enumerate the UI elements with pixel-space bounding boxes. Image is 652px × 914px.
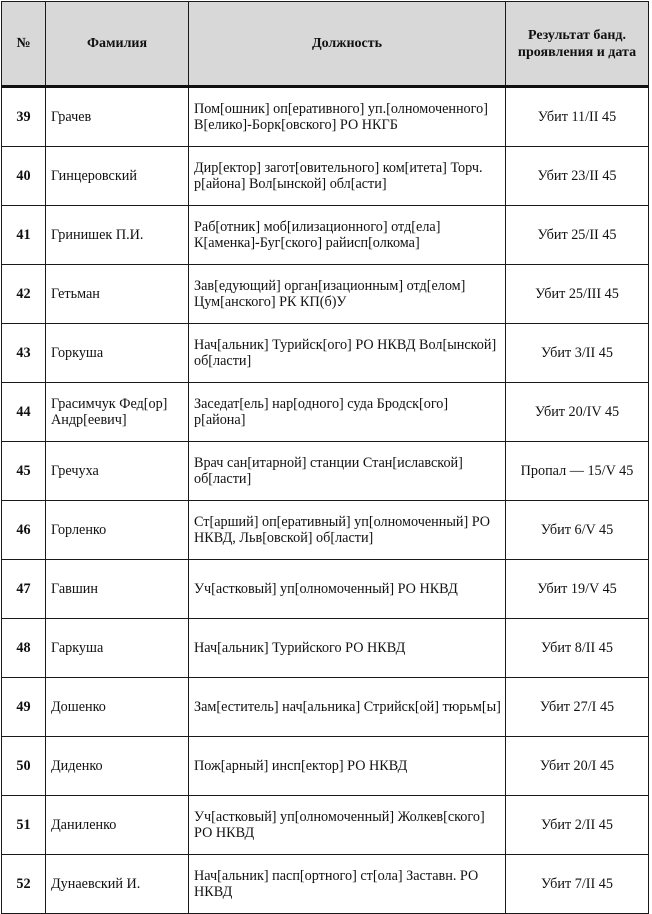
row-surname: Даниленко xyxy=(46,796,189,855)
row-surname: Диденко xyxy=(46,737,189,796)
row-result: Убит 23/II 45 xyxy=(506,147,649,206)
row-surname: Гетьман xyxy=(46,265,189,324)
table-row xyxy=(2,265,649,324)
table-header-row xyxy=(2,2,649,87)
row-position: Ст[арший] оп[еративный] уп[олномоченный] РО НКВД, Льв[овской] об[ласти] xyxy=(189,501,506,560)
table-row xyxy=(2,147,649,206)
row-position: Пож[арный] инсп[ектор] РО НКВД xyxy=(189,737,506,796)
table-row xyxy=(2,501,649,560)
table-row xyxy=(2,619,649,678)
row-surname: Дошенко xyxy=(46,678,189,737)
header-position: Должность xyxy=(189,2,506,87)
row-number: 43 xyxy=(2,324,46,383)
row-position: Уч[астковый] уп[олномоченный] РО НКВД xyxy=(189,560,506,619)
row-number: 44 xyxy=(2,383,46,442)
casualty-table xyxy=(1,1,649,914)
row-surname: Гаркуша xyxy=(46,619,189,678)
row-result: Убит 25/II 45 xyxy=(506,206,649,265)
row-result: Пропал — 15/V 45 xyxy=(506,442,649,501)
row-number: 45 xyxy=(2,442,46,501)
row-position: Врач сан[итарной] станции Стан[иславской] об[ласти] xyxy=(189,442,506,501)
table-row xyxy=(2,855,649,914)
row-result: Убит 2/II 45 xyxy=(506,796,649,855)
row-position: Нач[альник] Турийского РО НКВД xyxy=(189,619,506,678)
row-result: Убит 19/V 45 xyxy=(506,560,649,619)
row-position: Раб[отник] моб[илизационного] отд[ела] К[аменка]-Буг[ского] райисп[олкома] xyxy=(189,206,506,265)
row-result: Убит 3/II 45 xyxy=(506,324,649,383)
row-result: Убит 6/V 45 xyxy=(506,501,649,560)
row-position: Уч[астковый] уп[олномоченный] Жолкев[ского] РО НКВД xyxy=(189,796,506,855)
row-result: Убит 7/II 45 xyxy=(506,855,649,914)
header-surname: Фамилия xyxy=(46,2,189,87)
row-position: Дир[ектор] загот[овительного] ком[итета] Торч. р[айона] Вол[ынской] обл[асти] xyxy=(189,147,506,206)
table-row xyxy=(2,324,649,383)
row-number: 52 xyxy=(2,855,46,914)
row-number: 41 xyxy=(2,206,46,265)
row-position: Заседат[ель] нар[одного] суда Бродск[ого] р[айона] xyxy=(189,383,506,442)
row-position: Нач[альник] пасп[ортного] ст[ола] Заставн. РО НКВД xyxy=(189,855,506,914)
row-result: Убит 20/I 45 xyxy=(506,737,649,796)
table-row xyxy=(2,87,649,147)
row-number: 40 xyxy=(2,147,46,206)
row-number: 39 xyxy=(2,87,46,147)
header-result: Результат банд. проявления и дата xyxy=(506,2,649,87)
row-result: Убит 20/IV 45 xyxy=(506,383,649,442)
row-surname: Грасимчук Фед[ор] Андр[еевич] xyxy=(46,383,189,442)
row-surname: Горленко xyxy=(46,501,189,560)
row-surname: Гавшин xyxy=(46,560,189,619)
table-row xyxy=(2,737,649,796)
row-number: 50 xyxy=(2,737,46,796)
table-row xyxy=(2,442,649,501)
row-position: Зав[едующий] орган[изационным] отд[елом] Цум[анского] РК КП(б)У xyxy=(189,265,506,324)
row-surname: Гринишек П.И. xyxy=(46,206,189,265)
row-result: Убит 27/I 45 xyxy=(506,678,649,737)
table-row xyxy=(2,796,649,855)
row-result: Убит 25/III 45 xyxy=(506,265,649,324)
row-position: Зам[еститель] нач[альника] Стрийск[ой] тюрьм[ы] xyxy=(189,678,506,737)
row-surname: Гинцеровский xyxy=(46,147,189,206)
table-row xyxy=(2,560,649,619)
table-row xyxy=(2,678,649,737)
row-number: 47 xyxy=(2,560,46,619)
row-number: 48 xyxy=(2,619,46,678)
row-surname: Дунаевский И. xyxy=(46,855,189,914)
row-surname: Горкуша xyxy=(46,324,189,383)
row-result: Убит 11/II 45 xyxy=(506,87,649,147)
row-result: Убит 8/II 45 xyxy=(506,619,649,678)
header-number: № xyxy=(2,2,46,87)
row-position: Пом[ошник] оп[еративного] уп.[олномоченного] В[елико]-Борк[овского] РО НКГБ xyxy=(189,87,506,147)
row-surname: Грачев xyxy=(46,87,189,147)
table-row xyxy=(2,206,649,265)
row-number: 49 xyxy=(2,678,46,737)
row-number: 51 xyxy=(2,796,46,855)
row-surname: Гречуха xyxy=(46,442,189,501)
row-number: 46 xyxy=(2,501,46,560)
row-number: 42 xyxy=(2,265,46,324)
row-position: Нач[альник] Турийск[ого] РО НКВД Вол[ынской] об[ласти] xyxy=(189,324,506,383)
table-row xyxy=(2,383,649,442)
